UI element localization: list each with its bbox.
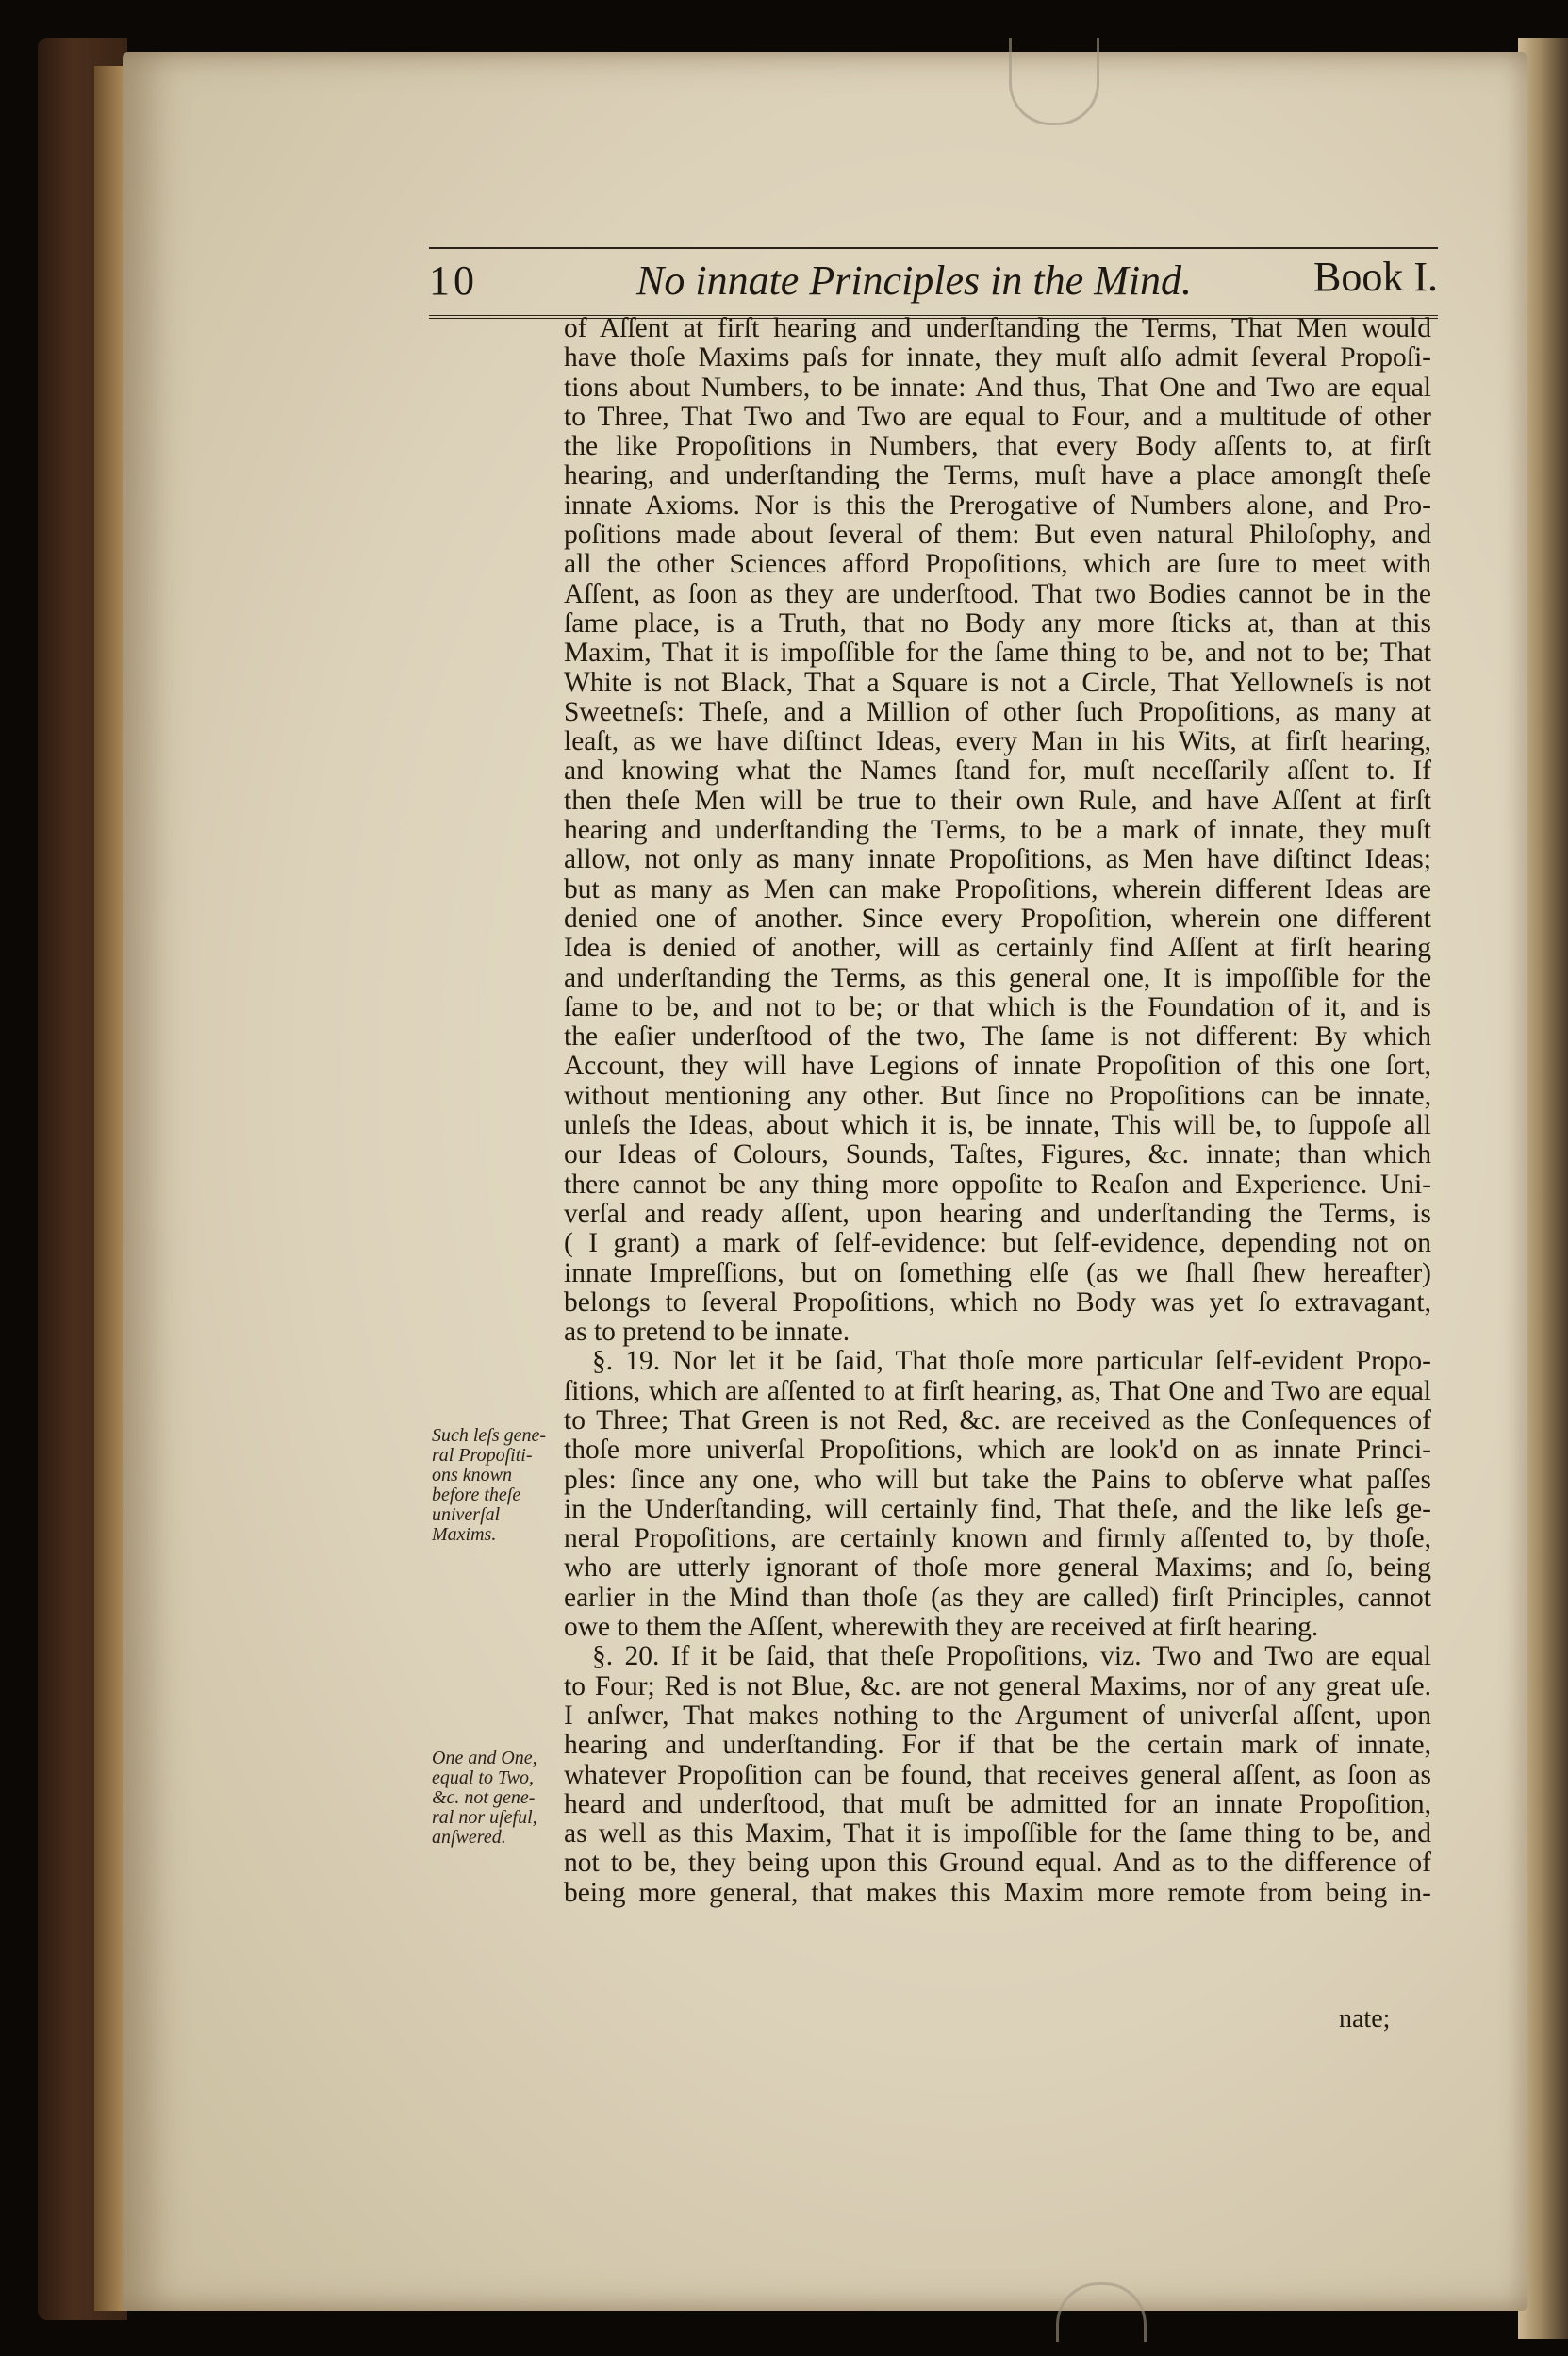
running-head: No innate Principles in the Mind.	[636, 257, 1193, 304]
text-line: hearing and underſtanding the Terms, to be a mark of innate, they muſt	[564, 816, 1431, 846]
margin-note-1	[432, 1426, 564, 1545]
text-line: as well as this Maxim, That it is impoſſible for the ſame thing to be, and	[564, 1819, 1431, 1850]
page-clip-top	[1009, 38, 1099, 125]
book-label: Book I.	[1313, 254, 1438, 300]
text-line: allow, not only as many innate Propoſitions, as Men have diſtinct Ideas;	[564, 845, 1431, 875]
text-line: innate Axioms. Nor is this the Prerogative of Numbers alone, and Pro-	[564, 490, 1431, 521]
body-text	[564, 314, 1431, 1908]
text-line: our Ideas of Colours, Sounds, Taſtes, Figures, &c. innate; than which	[564, 1140, 1431, 1170]
text-line: earlier in the Mind than thoſe (as they are called) firſt Principles, cannot	[564, 1583, 1431, 1613]
text-line: Aſſent, as ſoon as they are underſtood. That two Bodies cannot be in the	[564, 579, 1431, 609]
text-line: being more general, that makes this Maxim more remote from being in-	[564, 1878, 1431, 1908]
text-line: hearing and underſtanding. For if that be the certain mark of innate,	[564, 1731, 1431, 1761]
margin-note-line: ons known	[432, 1465, 512, 1485]
text-line: ( I grant) a mark of ſelf-evidence: but ſelf-evidence, depending not on	[564, 1229, 1431, 1259]
margin-note-line: ral Propoſiti-	[432, 1445, 533, 1466]
text-line: there cannot be any thing more oppoſite to Reaſon and Experience. Uni-	[564, 1170, 1431, 1200]
text-line: then theſe Men will be true to their own Rule, and have Aſſent at firſt	[564, 786, 1431, 816]
text-line: ples: ſince any one, who will but take the Pains to obſerve what paſſes	[564, 1465, 1431, 1495]
text-line: ſitions, which are aſſented to at firſt hearing, as, That One and Two are equal	[564, 1376, 1431, 1406]
text-line: thoſe more univerſal Propoſitions, which are look'd on as innate Princi-	[564, 1435, 1431, 1466]
margin-note-line: before theſe	[432, 1485, 521, 1505]
text-line: of Aſſent at firſt hearing and underſtanding the Terms, That Men would	[564, 314, 1431, 343]
text-line: leaſt, as we have diſtinct Ideas, every Man in his Wits, at firſt hearing,	[564, 727, 1431, 757]
text-line: §. 20. If it be ſaid, that theſe Propoſitions, viz. Two and Two are equal	[592, 1642, 1431, 1672]
text-line: neral Propoſitions, are certainly known and firmly aſſented to, by thoſe,	[564, 1524, 1431, 1554]
catchword: nate;	[1339, 2004, 1391, 2033]
margin-note-line: equal to Two,	[432, 1767, 534, 1788]
text-line: whatever Propoſition can be found, that receives general aſſent, as ſoon as	[564, 1760, 1431, 1790]
text-line: in the Underſtanding, will certainly find, That theſe, and the like leſs ge-	[564, 1494, 1431, 1524]
text-line: but as many as Men can make Propoſitions, wherein different Ideas are	[564, 874, 1431, 904]
text-line: belongs to ſeveral Propoſitions, which no Body was yet ſo extravagant,	[564, 1287, 1431, 1318]
margin-note-line: anſwered.	[432, 1827, 506, 1848]
text-line: §. 19. Nor let it be ſaid, That thoſe more particular ſelf-evident Propo-	[592, 1347, 1431, 1377]
text-line: innate Impreſſions, but on ſomething elſe (as we ſhall ſhew hereafter)	[564, 1258, 1431, 1288]
text-line: not to be, they being upon this Ground equal. And as to the difference of	[564, 1849, 1431, 1879]
text-line: White is not Black, That a Square is not a Circle, That Yellowneſs is not	[564, 668, 1431, 698]
text-line: without mentioning any other. But ſince no Propoſitions can be innate,	[564, 1081, 1431, 1111]
text-line: I anſwer, That makes nothing to the Argument of univerſal aſſent, upon	[564, 1701, 1431, 1731]
page-number: 10	[429, 257, 478, 304]
text-line: hearing, and underſtanding the Terms, muſt have a place amongſt theſe	[564, 461, 1431, 491]
text-line: ſame to be, and not to be; or that which is the Foundation of it, and is	[564, 992, 1431, 1022]
margin-note-line: Such leſs gene-	[432, 1425, 547, 1446]
text-line: denied one of another. Since every Propoſition, wherein one different	[564, 904, 1431, 934]
margin-note-2	[432, 1749, 564, 1848]
text-line: unleſs the Ideas, about which it is, be innate, This will be, to ſuppoſe all	[564, 1111, 1431, 1141]
text-line: ſame place, is a Truth, that no Body any more ſticks at, than at this	[564, 608, 1431, 639]
text-line: to Three, That Two and Two are equal to Four, and a multitude of other	[564, 402, 1431, 432]
text-line: and knowing what the Names ſtand for, muſt neceſſarily aſſent to. If	[564, 756, 1431, 787]
margin-note-line: univerſal	[432, 1504, 501, 1525]
text-line: poſitions made about ſeveral of them: But even natural Philoſophy, and	[564, 521, 1431, 551]
text-line: to Three; That Green is not Red, &c. are received as the Conſequences of	[564, 1405, 1431, 1435]
text-line: the eaſier underſtood of the two, The ſame is not different: By which	[564, 1022, 1431, 1053]
margin-note-line: Maxims.	[432, 1524, 497, 1545]
margin-note-line: One and One,	[432, 1748, 537, 1768]
text-line: Sweetneſs: Theſe, and a Million of other ſuch Propoſitions, as many at	[564, 697, 1431, 727]
text-line: Idea is denied of another, will as certainly find Aſſent at firſt hearing	[564, 934, 1431, 964]
text-line: all the other Sciences afford Propoſitions, which are ſure to meet with	[564, 550, 1431, 580]
text-line: Account, they will have Legions of innate Propoſition of this one ſort,	[564, 1052, 1431, 1082]
text-line: as to pretend to be innate.	[564, 1318, 850, 1348]
text-line: and underſtanding the Terms, as this general one, It is impoſſible for the	[564, 963, 1431, 993]
page-header	[429, 247, 1438, 319]
text-line: the like Propoſitions in Numbers, that every Body aſſents to, at firſt	[564, 432, 1431, 462]
text-line: to Four; Red is not Blue, &c. are not general Maxims, nor of any great uſe.	[564, 1671, 1431, 1701]
margin-note-line: &c. not gene-	[432, 1787, 536, 1808]
text-line: Maxim, That it is impoſſible for the ſame thing to be, and not to be; That	[564, 639, 1431, 669]
margin-note-line: ral nor uſeful,	[432, 1807, 537, 1828]
text-line: owe to them the Aſſent, wherewith they are received at firſt hearing.	[564, 1613, 1319, 1643]
text-line: tions about Numbers, to be innate: And thus, That One and Two are equal	[564, 373, 1431, 403]
text-line: heard and underſtood, that muſt be admitted for an innate Propoſition,	[564, 1789, 1431, 1819]
text-line: verſal and ready aſſent, upon hearing and underſtanding the Terms, is	[564, 1199, 1431, 1229]
text-line: have thoſe Maxims paſs for innate, they muſt alſo admit ſeveral Propoſi-	[564, 343, 1431, 373]
text-line: who are utterly ignorant of thoſe more general Maxims; and ſo, being	[564, 1553, 1431, 1584]
